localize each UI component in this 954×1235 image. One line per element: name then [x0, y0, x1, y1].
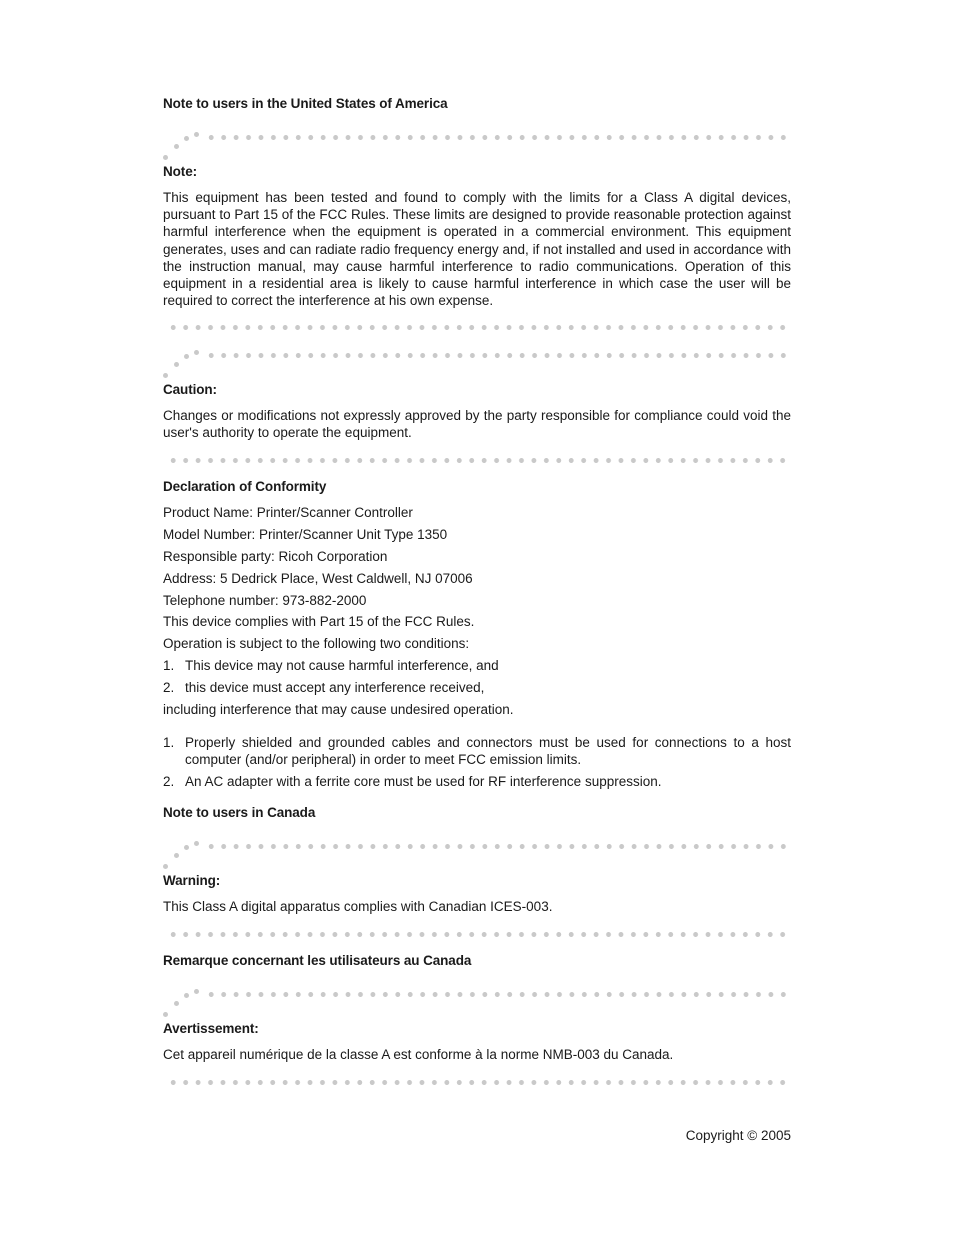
caution-dotted-rule-top — [205, 351, 791, 359]
address: Address: 5 Dedrick Place, West Caldwell, NJ 07006 — [163, 571, 473, 586]
condition-number: 2. — [163, 680, 175, 695]
warning-dotted-rule-bottom — [163, 930, 791, 938]
note-label: Note: — [163, 164, 197, 179]
canada-heading: Note to users in Canada — [163, 805, 316, 820]
condition-number: 1. — [163, 658, 175, 673]
canada-fr-heading: Remarque concernant les utilisateurs au Canada — [163, 953, 472, 968]
requirement-number: 2. — [163, 774, 175, 789]
condition-text: This device may not cause harmful interference, and — [185, 658, 499, 673]
declaration-heading: Declaration of Conformity — [163, 479, 327, 494]
requirement-item — [163, 734, 791, 768]
warning-label: Warning: — [163, 873, 221, 888]
note-dotted-rule-top — [205, 133, 791, 141]
caution-text: Changes or modifications not expressly approved by the party responsible for compliance could void the user's authority to operate the equipment. — [163, 408, 791, 441]
caution-label: Caution: — [163, 382, 217, 397]
us-heading: Note to users in the United States of America — [163, 96, 448, 111]
including-statement: including interference that may cause undesired operation. — [163, 702, 514, 717]
avertissement-label: Avertissement: — [163, 1021, 259, 1036]
condition-item — [163, 657, 791, 674]
model-number: Model Number: Printer/Scanner Unit Type 1350 — [163, 527, 448, 542]
warning-text: This Class A digital apparatus complies with Canadian ICES-003. — [163, 899, 553, 914]
complies-statement: This device complies with Part 15 of the FCC Rules. — [163, 614, 475, 629]
condition-item — [163, 679, 791, 696]
note-text: This equipment has been tested and found to comply with the limits for a Class A digital devices, pursuant to Part 15 of the FCC Rules. These limits are designed to provide reasonable protection against harmful interference when the equipment is operated in a commercial environment. This equipment generates, uses and can radiate radio frequency energy and, if not installed and used in accordance with the instruction manual, may cause harmful interference to radio communications. Operation of this equipment in a residential area is likely to cause harmful interference in which case the user will be required to correct the interference at his own expense. — [163, 190, 791, 309]
product-name: Product Name: Printer/Scanner Controller — [163, 505, 413, 520]
avertissement-dotted-rule-bottom — [163, 1078, 791, 1086]
requirement-text: Properly shielded and grounded cables and connectors must be used for connections to a host computer (and/or peripheral) in order to meet FCC emission limits. — [185, 735, 791, 768]
avertissement-text: Cet appareil numérique de la classe A est conforme à la norme NMB-003 du Canada. — [163, 1047, 674, 1062]
requirement-text: An AC adapter with a ferrite core must be used for RF interference suppression. — [185, 774, 662, 789]
avertissement-dotted-rule-top — [205, 990, 791, 998]
responsible-party: Responsible party: Ricoh Corporation — [163, 549, 388, 564]
requirement-number: 1. — [163, 735, 175, 750]
requirement-item — [163, 773, 791, 790]
condition-text: this device must accept any interference received, — [185, 680, 485, 695]
telephone: Telephone number: 973-882-2000 — [163, 593, 367, 608]
caution-dotted-rule-bottom — [163, 456, 791, 464]
warning-dotted-rule-top — [205, 842, 791, 850]
copyright: Copyright © 2005 — [685, 1128, 791, 1143]
operation-statement: Operation is subject to the following two conditions: — [163, 636, 470, 651]
note-dotted-rule-bottom — [163, 323, 791, 331]
